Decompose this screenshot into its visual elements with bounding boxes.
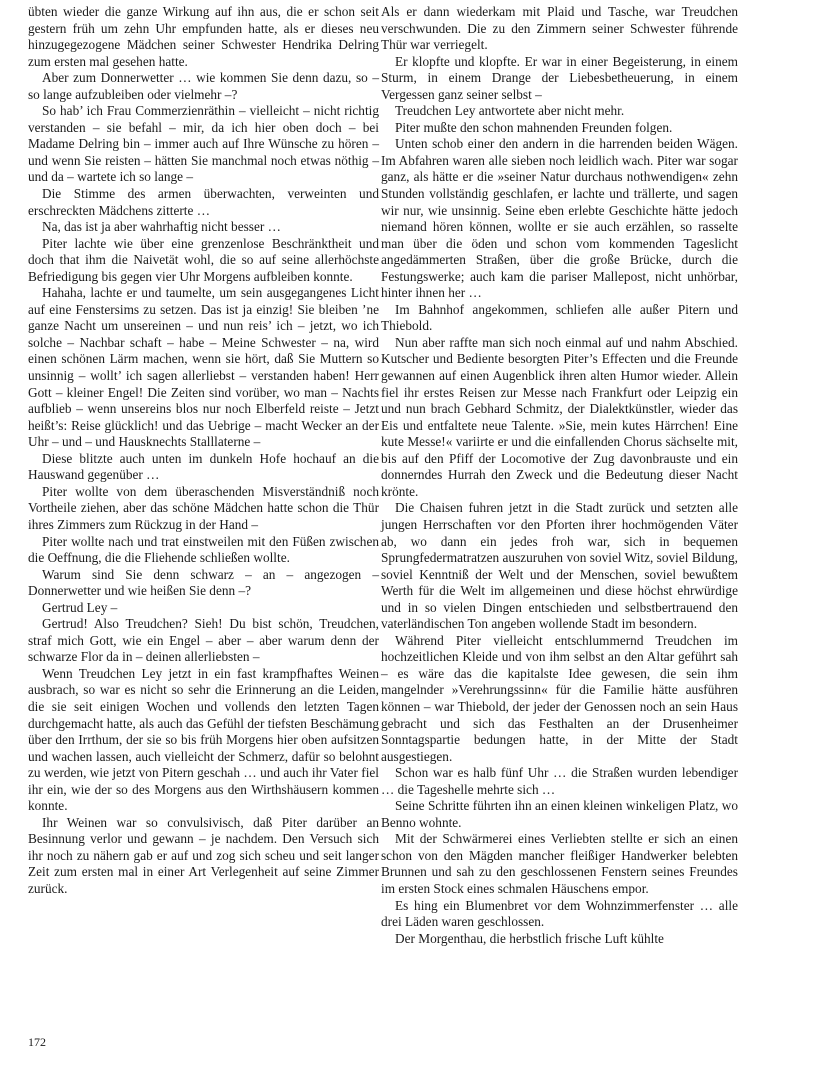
- paragraph: Aber zum Donnerwetter … wie kommen Sie denn dazu, so – so lange aufzubleiben oder vielmehr –?: [28, 70, 379, 102]
- left-column: [28, 4, 379, 898]
- paragraph: Piter mußte den schon mahnenden Freunden folgen.: [395, 119, 673, 135]
- paragraph: Während Piter vielleicht entschlummernd Treudchen im hochzeitlichen Kleide und von ihm selbst an den Altar geführt sah – es wäre das die kapitalste Idee gewesen, die sein ihm mangelnder »Verehrungssinn« für die Familie hätte ausführen können – war Thiebold, der jeder der Genossen noch an sein Haus gebracht und sich das Festhalten an der Drusenheimer Sonntagspartie bedungen hatte, in der Mitte der Stadt ausgestiegen.: [381, 632, 738, 764]
- paragraph: Die Stimme des armen überwachten, verweinten und erschreckten Mädchens zitterte …: [28, 186, 379, 218]
- page-number: 172: [28, 1035, 46, 1049]
- paragraph: Warum sind Sie denn schwarz – an – angezogen – Donnerwetter und wie heißen Sie denn –?: [28, 566, 379, 599]
- paragraph: Wenn Treudchen Ley jetzt in ein fast krampfhaftes Weinen ausbrach, so war es nicht so sehr die Erinnerung an die Leiden, die sie seit einigen Wochen und vollends den letzten Tagen durchgemacht hatte, als auch das Gefühl der tiefsten Beschämung über den Irrthum, der sie so bis früh Morgens hier oben aufsitzen und wachen lassen, auch vielleicht der Schmerz, dafür so belohnt zu werden, wie jetzt von Pitern geschah … und auch ihr Vater fiel ihr ein, wie der so des Morgens aus den Wirthshäusern kommen konnte.: [28, 665, 379, 814]
- paragraph: Piter wollte von dem überaschenden Misverständniß noch Vortheile ziehen, aber das schöne Mädchen hatte schon die Thür ihres Zimmers zum Rückzug in der Hand –: [28, 483, 379, 532]
- paragraph: Im Bahnhof angekommen, schliefen alle außer Pitern und Thiebold.: [381, 301, 738, 334]
- paragraph: Als er dann wiederkam mit Plaid und Tasche, war Treudchen verschwunden. Die zu den Zimmern seiner Schwester führende Thür war verriegelt.: [381, 4, 738, 53]
- paragraph: Nun aber raffte man sich noch einmal auf und nahm Abschied. Kutscher und Bediente besorgten Piter’s Effecten und die Freunde gewannen auf einen Augenblick ihren alten Humor wieder. Allein fiel ihr erstes Reisen zur Messe nach Frankfurt oder Leipzig ein und nun brach Gebhard Schmitz, der Dialektkünstler, wieder das Eis und entfaltete neue Talente. »Sie, mein kutes Härrchen! Eine kute Messe!« variirte er und die einfallenden Chorus sächselte mit, bis auf den Pfiff der Locomotive der Zug davonbrauste und ein donnerndes Hurrah den Zweck und die Bedeutung dieser Nacht krönte.: [381, 334, 738, 499]
- paragraph: Der Morgenthau, die herbstlich frische Luft kühlte: [395, 930, 664, 946]
- right-column: [381, 4, 738, 947]
- paragraph: Seine Schritte führten ihn an einen kleinen winkeligen Platz, wo Benno wohnte.: [381, 798, 738, 830]
- paragraph: Die Chaisen fuhren jetzt in die Stadt zurück und setzten alle jungen Herrschaften vor den Pforten ihrer hochmögenden Väter ab, wo dann ein jedes froh war, sich in bequemen Sprungfedermatratzen auszuruhen von soviel Witz, soviel Bildung, soviel Kenntniß der Welt und der Menschen, soviel bewußtem Werth für die Welt im allgemeinen und diese höchst ehrwürdige und in so vielen Dingen entschieden und selbstbertrauend den vaterländischen Ton angeben wollende Stadt im besondern.: [381, 500, 738, 632]
- paragraph: Gertrud! Also Treudchen? Sieh! Du bist schön, Treudchen, straf mich Gott, wie ein Engel – aber – aber warum denn der schwarze Flor da in – deinen allerliebsten –: [28, 616, 379, 665]
- paragraph: Schon war es halb fünf Uhr … die Straßen wurden lebendiger … die Tageshelle mehrte sich …: [381, 765, 738, 797]
- paragraph: Mit der Schwärmerei eines Verliebten stellte er sich an einen schon von den Mägden mancher fleißiger Handwerker belebten Brunnen und sah zu den geschlossenen Fenstern seines Freundes im ersten Stock eines schmalen Häuschens empor.: [381, 831, 738, 896]
- paragraph: übten wieder die ganze Wirkung auf ihn aus, die er schon seit gestern früh um zehn Uhr empfunden hatte, als er dieses neu hinzugegezogene Mädchen seiner Schwester Hendrika Delring zum ersten mal gesehen hatte.: [28, 4, 379, 69]
- paragraph: Piter wollte nach und trat einstweilen mit den Füßen zwischen die Oeffnung, die die Fliehende schließen wollte.: [28, 533, 379, 566]
- paragraph: Er klopfte und klopfte. Er war in einer Begeisterung, in einem Sturm, in einem Drange der Liebesbetheuerung, in einem Vergessen ganz seiner selbst –: [381, 53, 738, 102]
- paragraph: Treudchen Ley antwortete aber nicht mehr.: [395, 103, 625, 119]
- paragraph: Unten schob einer den andern in die harrenden beiden Wägen. Im Abfahren waren alle sieben noch leidlich wach. Piter war sogar ganz, als hätte er die »seiner Natur durchaus nothwendigen« zehn Stunden vollständig geschlafen, er lachte und trällerte, und sagen wir nur, wie unsinnig. Seine eben erlebte Geschichte hätte jedoch niemand hören können, wollte er sie auch erzählen, so rasselte man über die öden und schon vom kommenden Tageslicht angedämmerten Straßen, über die große Brücke, durch die Festungswerke; auch kam die pariser Mallepost, nicht unhörbar, hinter ihnen her …: [381, 136, 738, 301]
- paragraph: Diese blitzte auch unten im dunkeln Hofe hochauf an die Hauswand gegenüber …: [28, 450, 379, 483]
- paragraph: Na, das ist ja aber wahrhaftig nicht besser …: [42, 219, 281, 235]
- paragraph: Ihr Weinen war so convulsivisch, daß Piter darüber an Besinnung verlor und gewann – je nachdem. Den Versuch sich ihr noch zu nähern gab er auf und zog sich scheu und seit langer Zeit zum ersten mal in einer Art Verlegenheit auf seine Zimmer zurück.: [28, 814, 379, 896]
- paragraph: Gertrud Ley –: [42, 599, 118, 615]
- paragraph: So hab’ ich Frau Commerzienräthin – vielleicht – nicht richtig verstanden – sie befahl – mir, da ich hier oben doch – bei Madame Delring bin – immer auch auf Ihre Wünsche zu hören – und wenn Sie reisten – hätten Sie manchmal noch etwas nöthig – und da – wartete ich so lange –: [28, 103, 379, 185]
- paragraph: Es hing ein Blumenbret vor dem Wohnzimmerfenster … alle drei Läden waren geschlossen.: [381, 897, 738, 930]
- paragraph: Hahaha, lachte er und taumelte, um sein ausgegangenes Licht auf eine Fenstersims zu setzen. Das ist ja einzig! Sie bleiben ’ne ganze Nacht um unsereinen – und nun reis’ ich – jetzt, wo ich solche – Nachbar schaft – habe – Meine Schwester – na, wird einen schönen Lärm machen, wenn sie hört, daß Sie Muttern so unsinnig – wollt’ ich sagen allerliebst – verstanden haben! Herr Gott – kleiner Engel! Die Zeiten sind vorüber, wo man – Nachts aufblieb – wenn unsereins blos nur noch Elberfeld reiste – Jetzt heißt’s: Reise glücklich! und das Uebrige – macht Wecker an der Uhr – und – und Hausknechts Stalllaterne –: [28, 285, 379, 450]
- paragraph: Piter lachte wie über eine grenzenlose Beschränktheit und doch that ihm die Naivetät wohl, die so auf seine allerhöchste Befriedigung bis gegen vier Uhr Morgens aufbleiben konnte.: [28, 235, 379, 284]
